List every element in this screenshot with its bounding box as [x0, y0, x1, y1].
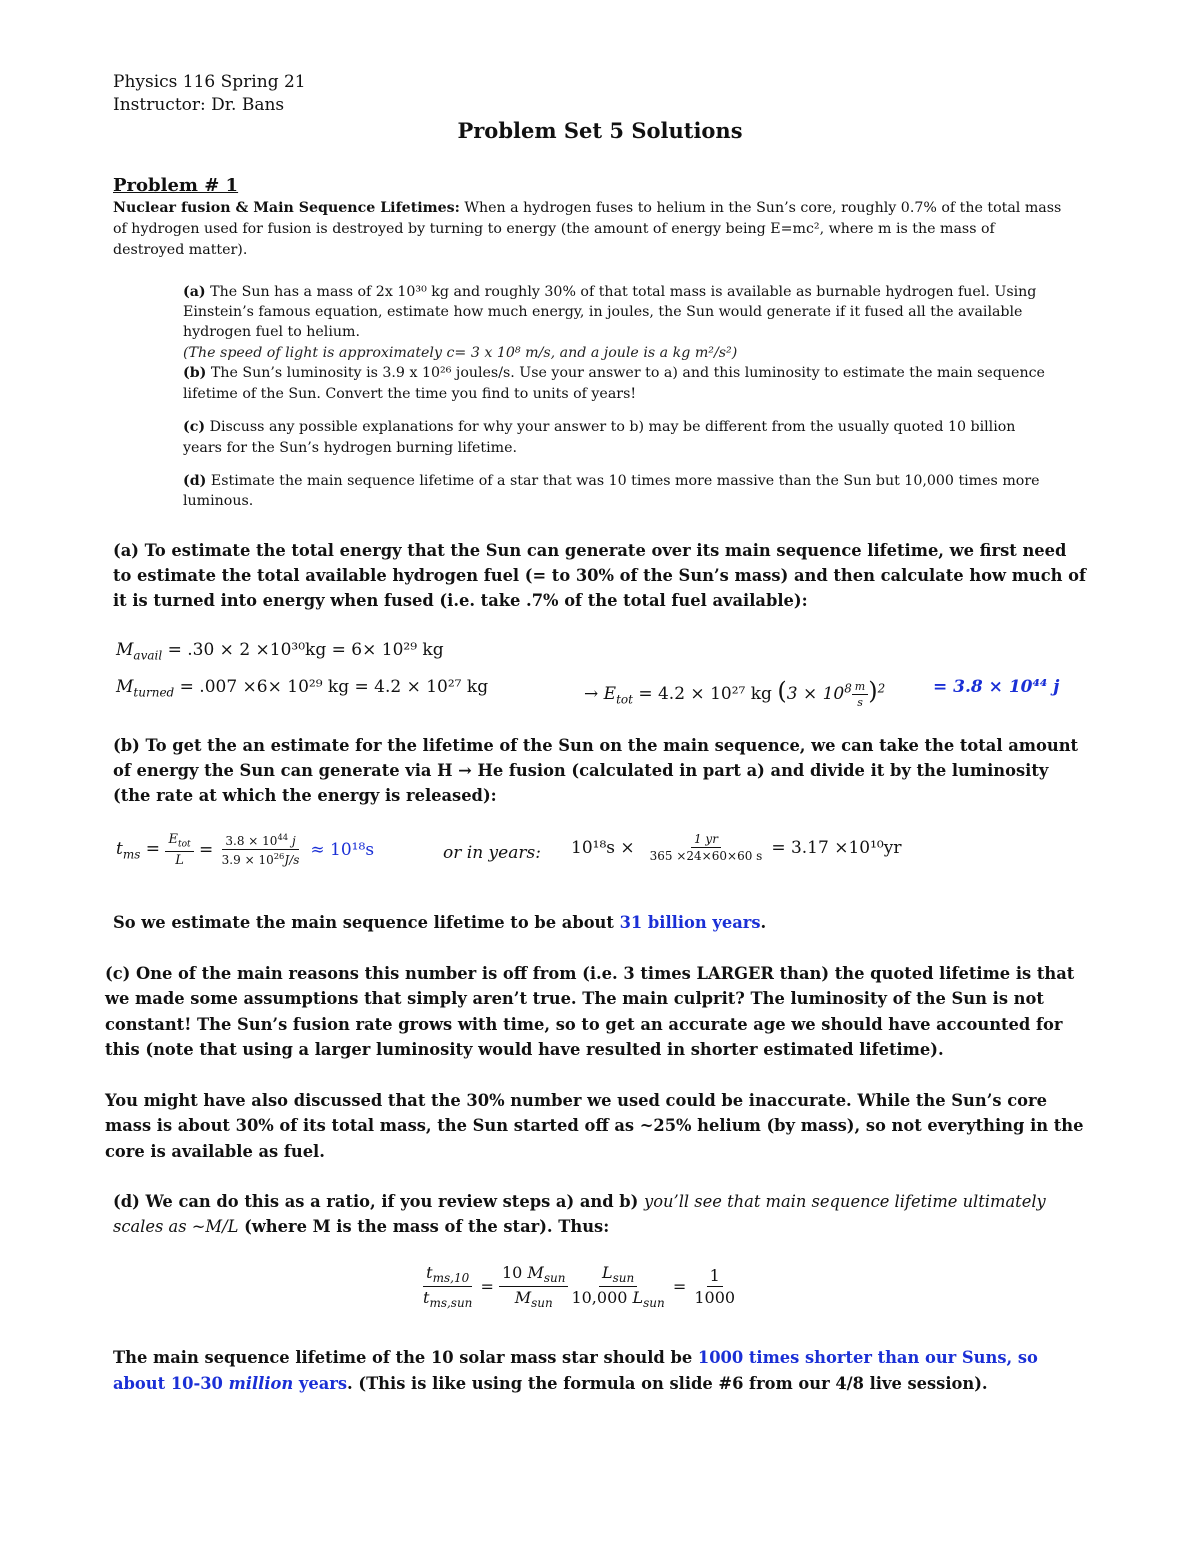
question-d-line1: (d) Estimate the main sequence lifetime of a star that was 10 times more massive than the Sun but 10,000 times more: [183, 473, 1040, 489]
question-c-line2: years for the Sun’s hydrogen burning lifetime.: [183, 440, 517, 456]
page-title: Problem Set 5 Solutions: [457, 118, 743, 143]
solution-c2-line2: mass is about 30% of its total mass, the Sun started off as ~25% helium (by mass), so not everything in the: [105, 1116, 1084, 1135]
equation-e-tot-result: = 3.8 × 10⁴⁴ j: [933, 677, 1060, 697]
equation-e-tot: → $E_{tot} = 4.2 \times 10^{27}$ kg ($3 \times 10^8$ $\frac{m}{s}$ )$^2$: [584, 677, 886, 709]
question-c-line1: (c) Discuss any possible explanations for why your answer to b) may be different from the usually quoted 10 billion: [183, 419, 1016, 435]
solution-b-line1: (b) To get the an estimate for the lifetime of the Sun on the main sequence, we can take the total amount: [113, 736, 1079, 755]
solution-b-line3: (the rate at which the energy is released):: [113, 786, 497, 805]
problem-heading: Problem # 1: [113, 175, 239, 196]
question-a-line2: Einstein’s famous equation, estimate how much energy, in joules, the Sun would generate if it fused all the available: [183, 304, 1023, 320]
equation-years: 10¹⁸s × $\frac{1 yr}{365 \times 24\times 60\times 60 s}$ = 3.17 ×10¹⁰yr: [571, 832, 902, 863]
equation-t-ms: $t_{ms}$ = $\frac{E_{tot}}{L}$ = $\frac{3.8 \times 10^{44} j}{3.9 \times 10^{26}J/s}$ ≈ 10¹⁸s: [116, 832, 375, 868]
solution-d-final-line1: The main sequence lifetime of the 10 solar mass star should be 1000 times shorter than our Suns, so: [113, 1348, 1038, 1367]
solution-d-line2: scales as ~M/L (where M is the mass of the star). Thus:: [113, 1217, 610, 1236]
equation-ratio: $\frac{t_{ms,10}}{t_{ms,sun}}$ = $\frac{10 M_{sun}}{M_{sun}}$ $\frac{L_{sun}}{10,000 L_{sun}}$ = $\frac{1}{1000}$: [423, 1263, 736, 1311]
question-d-line2: luminous.: [183, 493, 254, 509]
course-name: Physics 116 Spring 21: [113, 72, 306, 92]
solution-b-summary: So we estimate the main sequence lifetime to be about 31 billion years.: [113, 913, 767, 932]
solution-c2-line3: core is available as fuel.: [105, 1142, 325, 1161]
equation-years-label: or in years:: [443, 843, 541, 863]
problem-intro-line3: destroyed matter).: [113, 242, 248, 258]
equation-m-avail: $M_{avail} = .30 \times 2 \times 10^{30}kg = 6\times 10^{29}$ kg: [116, 640, 444, 663]
solution-c-line4: this (note that using a larger luminosity would have resulted in shorter estimated lifetime).: [105, 1040, 944, 1059]
solution-c2-line1: You might have also discussed that the 30% number we used could be inaccurate. While the Sun’s core: [105, 1091, 1047, 1110]
solution-c-line1: (c) One of the main reasons this number is off from (i.e. 3 times LARGER than) the quoted lifetime is that: [105, 964, 1075, 983]
question-a-line3: hydrogen fuel to helium.: [183, 324, 360, 340]
solution-a-line1: (a) To estimate the total energy that the Sun can generate over its main sequence lifetime, we first need: [113, 541, 1067, 560]
solution-b-line2: of energy the Sun can generate via H → He fusion (calculated in part a) and divide it by the luminosity: [113, 761, 1049, 780]
solution-a-line3: it is turned into energy when fused (i.e. take .7% of the total fuel available):: [113, 591, 808, 610]
problem-intro-line2: of hydrogen used for fusion is destroyed by turning to energy (the amount of energy being E=mc², where m is the mass of: [113, 221, 995, 237]
solution-d-final-line2: about 10-30 million years. (This is like using the formula on slide #6 from our 4/8 live session).: [113, 1374, 988, 1393]
equation-m-turned: $M_{turned} = .007 \times 6\times 10^{29}$ kg = 4.2 × 10²⁷ kg: [116, 677, 489, 700]
solution-c-line2: we made some assumptions that simply aren’t true. The main culprit? The luminosity of the Sun is not: [105, 989, 1044, 1008]
solution-c-line3: constant! The Sun’s fusion rate grows with time, so to get an accurate age we should have accounted for: [105, 1015, 1063, 1034]
instructor-name: Instructor: Dr. Bans: [113, 95, 285, 115]
question-b-line2: lifetime of the Sun. Convert the time you find to units of years!: [183, 386, 637, 402]
solution-d-line1: (d) We can do this as a ratio, if you review steps a) and b) you’ll see that main sequence lifetime ultimately: [113, 1192, 1046, 1211]
solution-a-line2: to estimate the total available hydrogen fuel (= to 30% of the Sun’s mass) and then calculate how much of: [113, 566, 1087, 585]
question-a-line1: (a) The Sun has a mass of 2x 10³⁰ kg and roughly 30% of that total mass is available as burnable hydrogen fuel. Using: [183, 284, 1037, 300]
question-b-line1: (b) The Sun’s luminosity is 3.9 x 10²⁶ joules/s. Use your answer to a) and this luminosity to estimate the main sequence: [183, 365, 1045, 381]
problem-intro-line1: Nuclear fusion & Main Sequence Lifetimes: When a hydrogen fuses to helium in the Sun’s core, roughly 0.7% of the total mass: [113, 200, 1062, 216]
question-a-note: (The speed of light is approximately c= 3 x 10⁸ m/s, and a joule is a kg m²/s²): [183, 345, 738, 361]
